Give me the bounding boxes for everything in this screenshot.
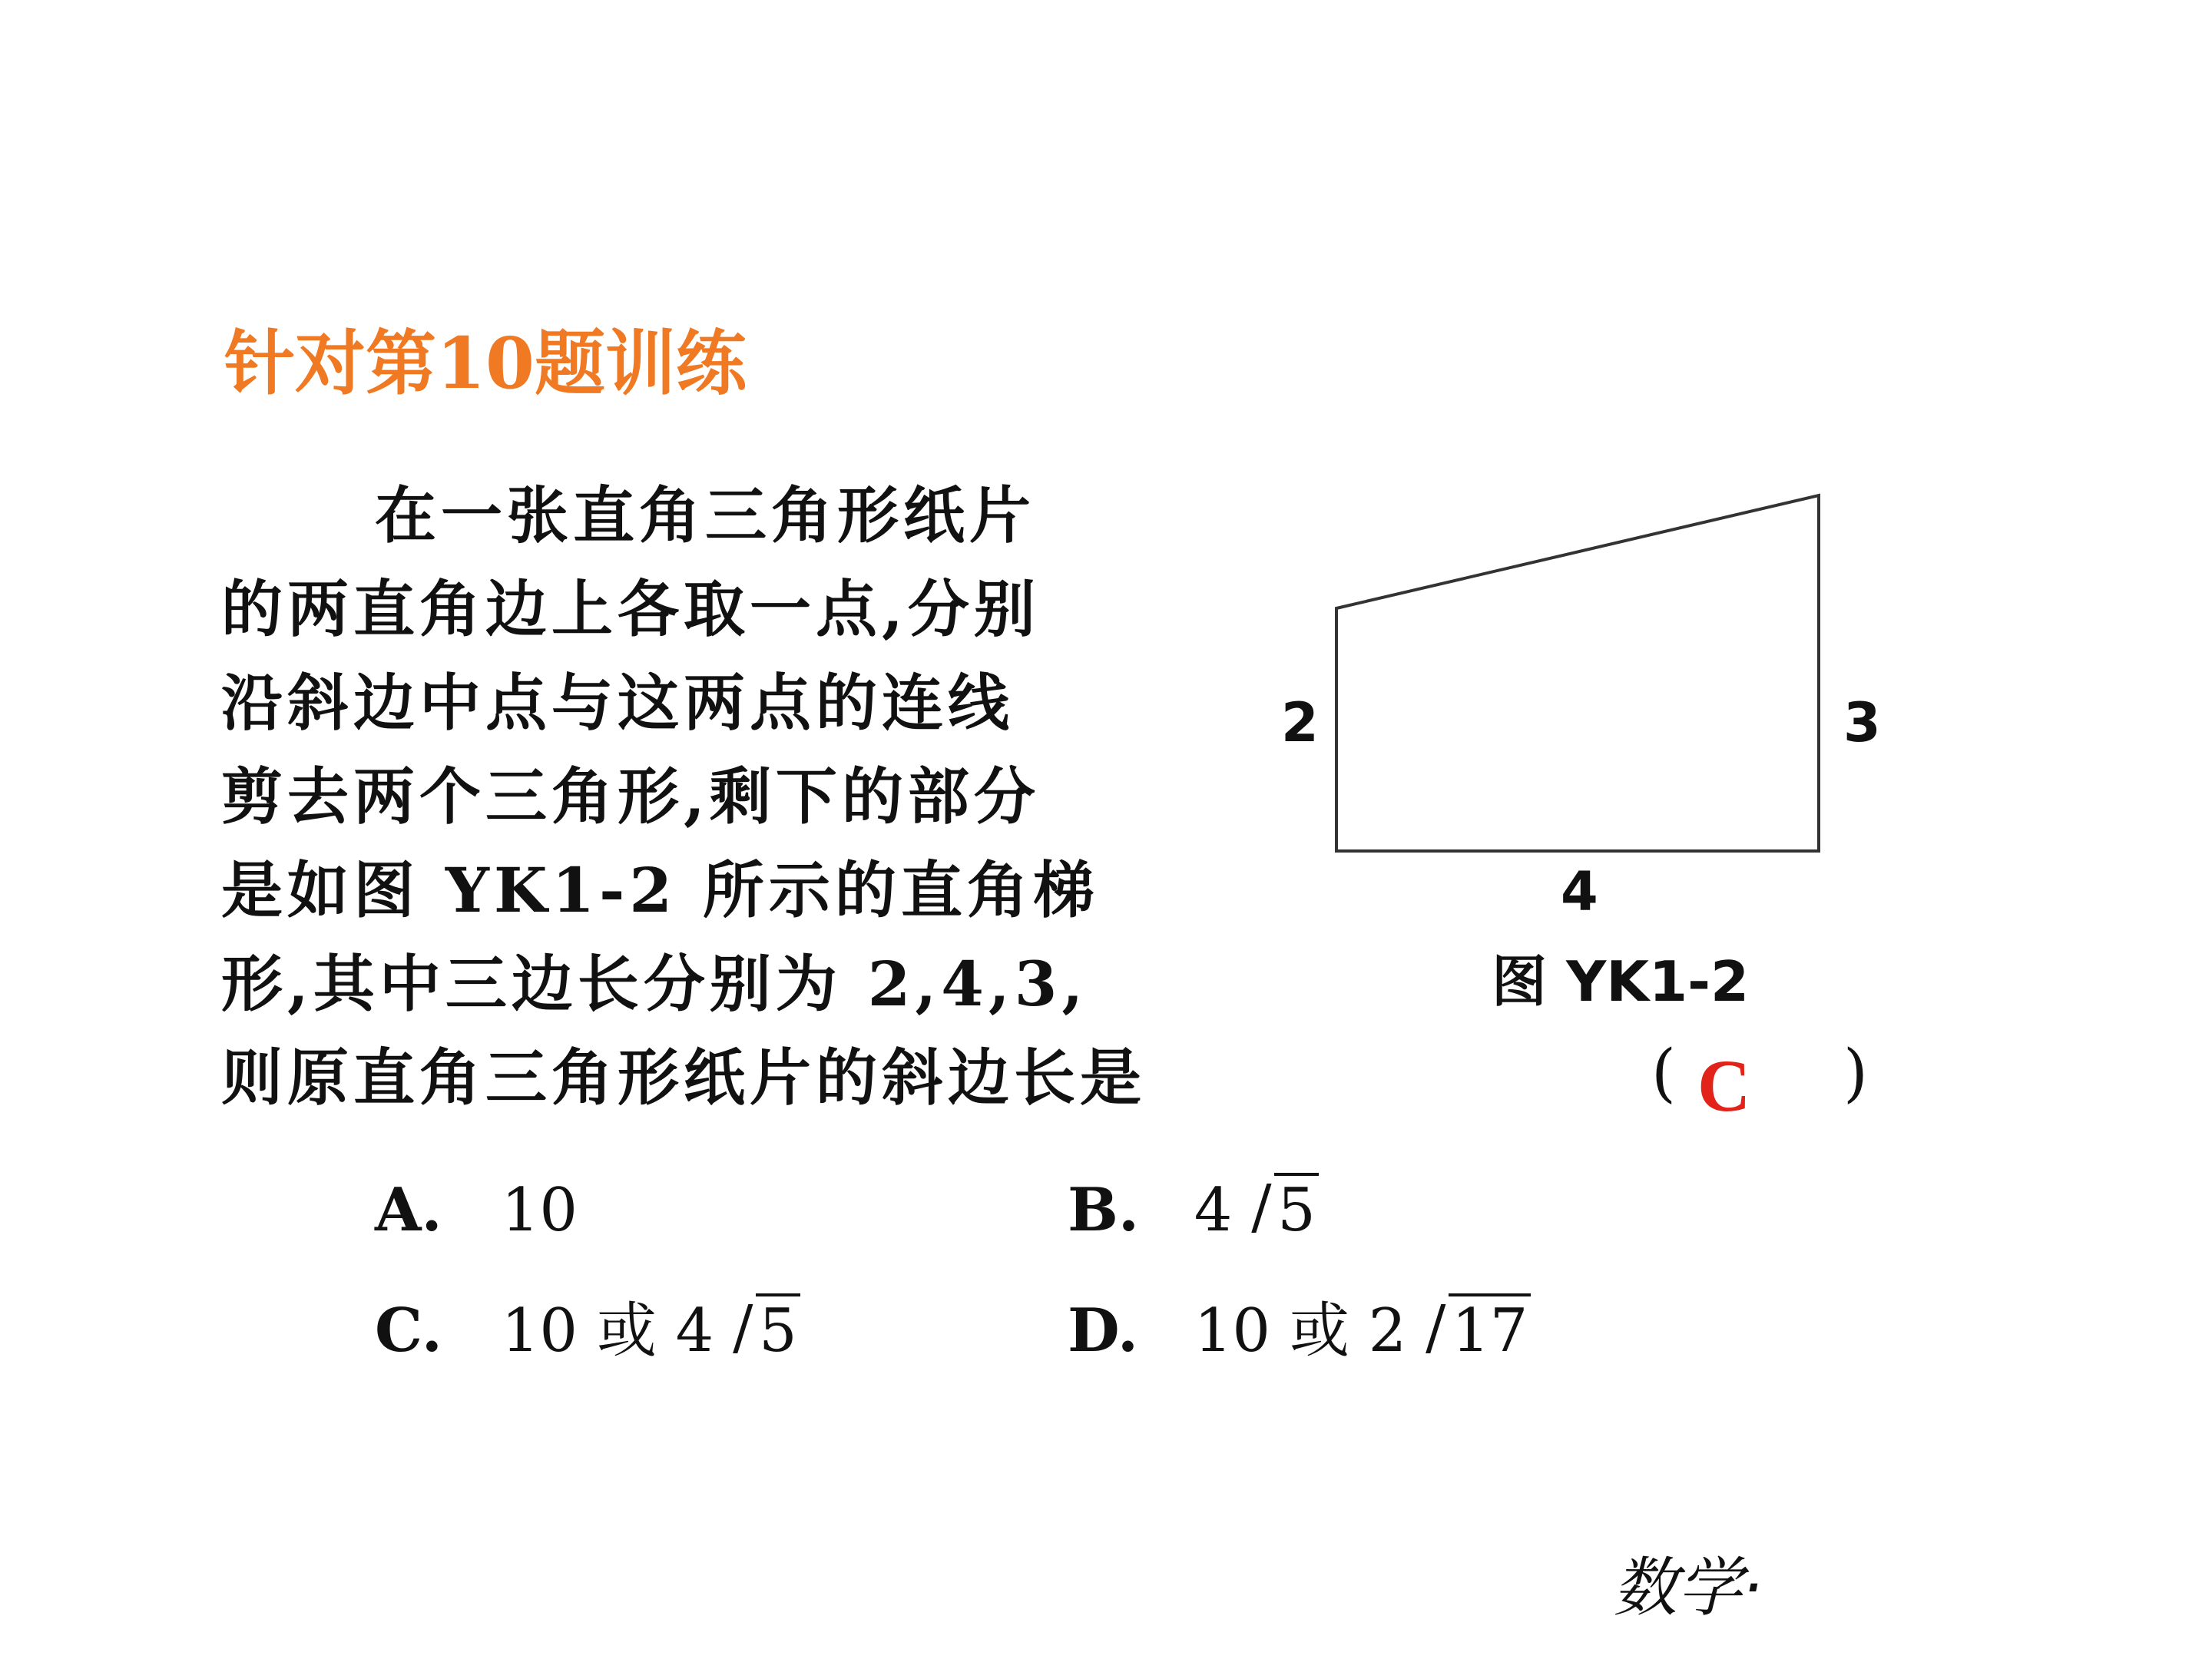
problem-line: 是如图 YK1-2 所示的直角梯 (221, 854, 1099, 926)
problem-line: 在一张直角三角形纸片 (375, 479, 1035, 551)
option-c-prefix: 10 或 4 (501, 1296, 714, 1366)
problem-line: 形,其中三边长分别为 2,4,3, (221, 948, 1088, 1020)
option-b[interactable] (1068, 1175, 1319, 1245)
answer-letter: C (1697, 1045, 1751, 1127)
problem-line: 沿斜边中点与这两点的连线 (221, 667, 1014, 739)
problem-line: 则原直角三角形纸片的斜边长是 (221, 1041, 1146, 1114)
option-a-key: A. (375, 1175, 442, 1245)
option-c-key: C. (375, 1296, 442, 1366)
figure-caption: 图 YK1-2 (1492, 949, 1750, 1014)
option-b-radicand: 5 (1274, 1173, 1319, 1245)
option-a[interactable] (375, 1175, 578, 1245)
option-c[interactable] (375, 1283, 800, 1369)
answer-close-paren: ) (1843, 1037, 1868, 1110)
option-d[interactable] (1068, 1283, 1531, 1369)
option-b-coef: 4 (1194, 1176, 1233, 1245)
right-trapezoid-shape (1336, 495, 1819, 851)
option-b-key: B. (1068, 1175, 1140, 1245)
sqrt-sign: / 5 (733, 1296, 800, 1366)
option-d-radicand: 17 (1449, 1293, 1531, 1366)
sqrt-sign: / 17 (1426, 1296, 1531, 1366)
trapezoid-figure (1275, 476, 1905, 1029)
bottom-side-label: 4 (1561, 860, 1598, 923)
option-d-prefix: 10 或 2 (1194, 1296, 1407, 1366)
option-d-key: D. (1068, 1296, 1139, 1366)
right-side-label: 3 (1843, 691, 1881, 754)
problem-line: 剪去两个三角形,剩下的部分 (221, 760, 1040, 833)
problem-text (221, 469, 1312, 1124)
section-heading: 针对第10题训练 (224, 322, 747, 405)
trapezoid-diagram (1275, 476, 1905, 876)
option-a-value: 10 (501, 1176, 578, 1245)
problem-line: 的两直角边上各取一点,分别 (221, 573, 1040, 645)
sqrt-sign: / 5 (1251, 1176, 1319, 1245)
option-c-radicand: 5 (756, 1293, 800, 1366)
answer-open-paren: ( (1651, 1037, 1676, 1110)
subject-footer: 数学· (1613, 1550, 1763, 1625)
left-side-label: 2 (1281, 691, 1319, 754)
